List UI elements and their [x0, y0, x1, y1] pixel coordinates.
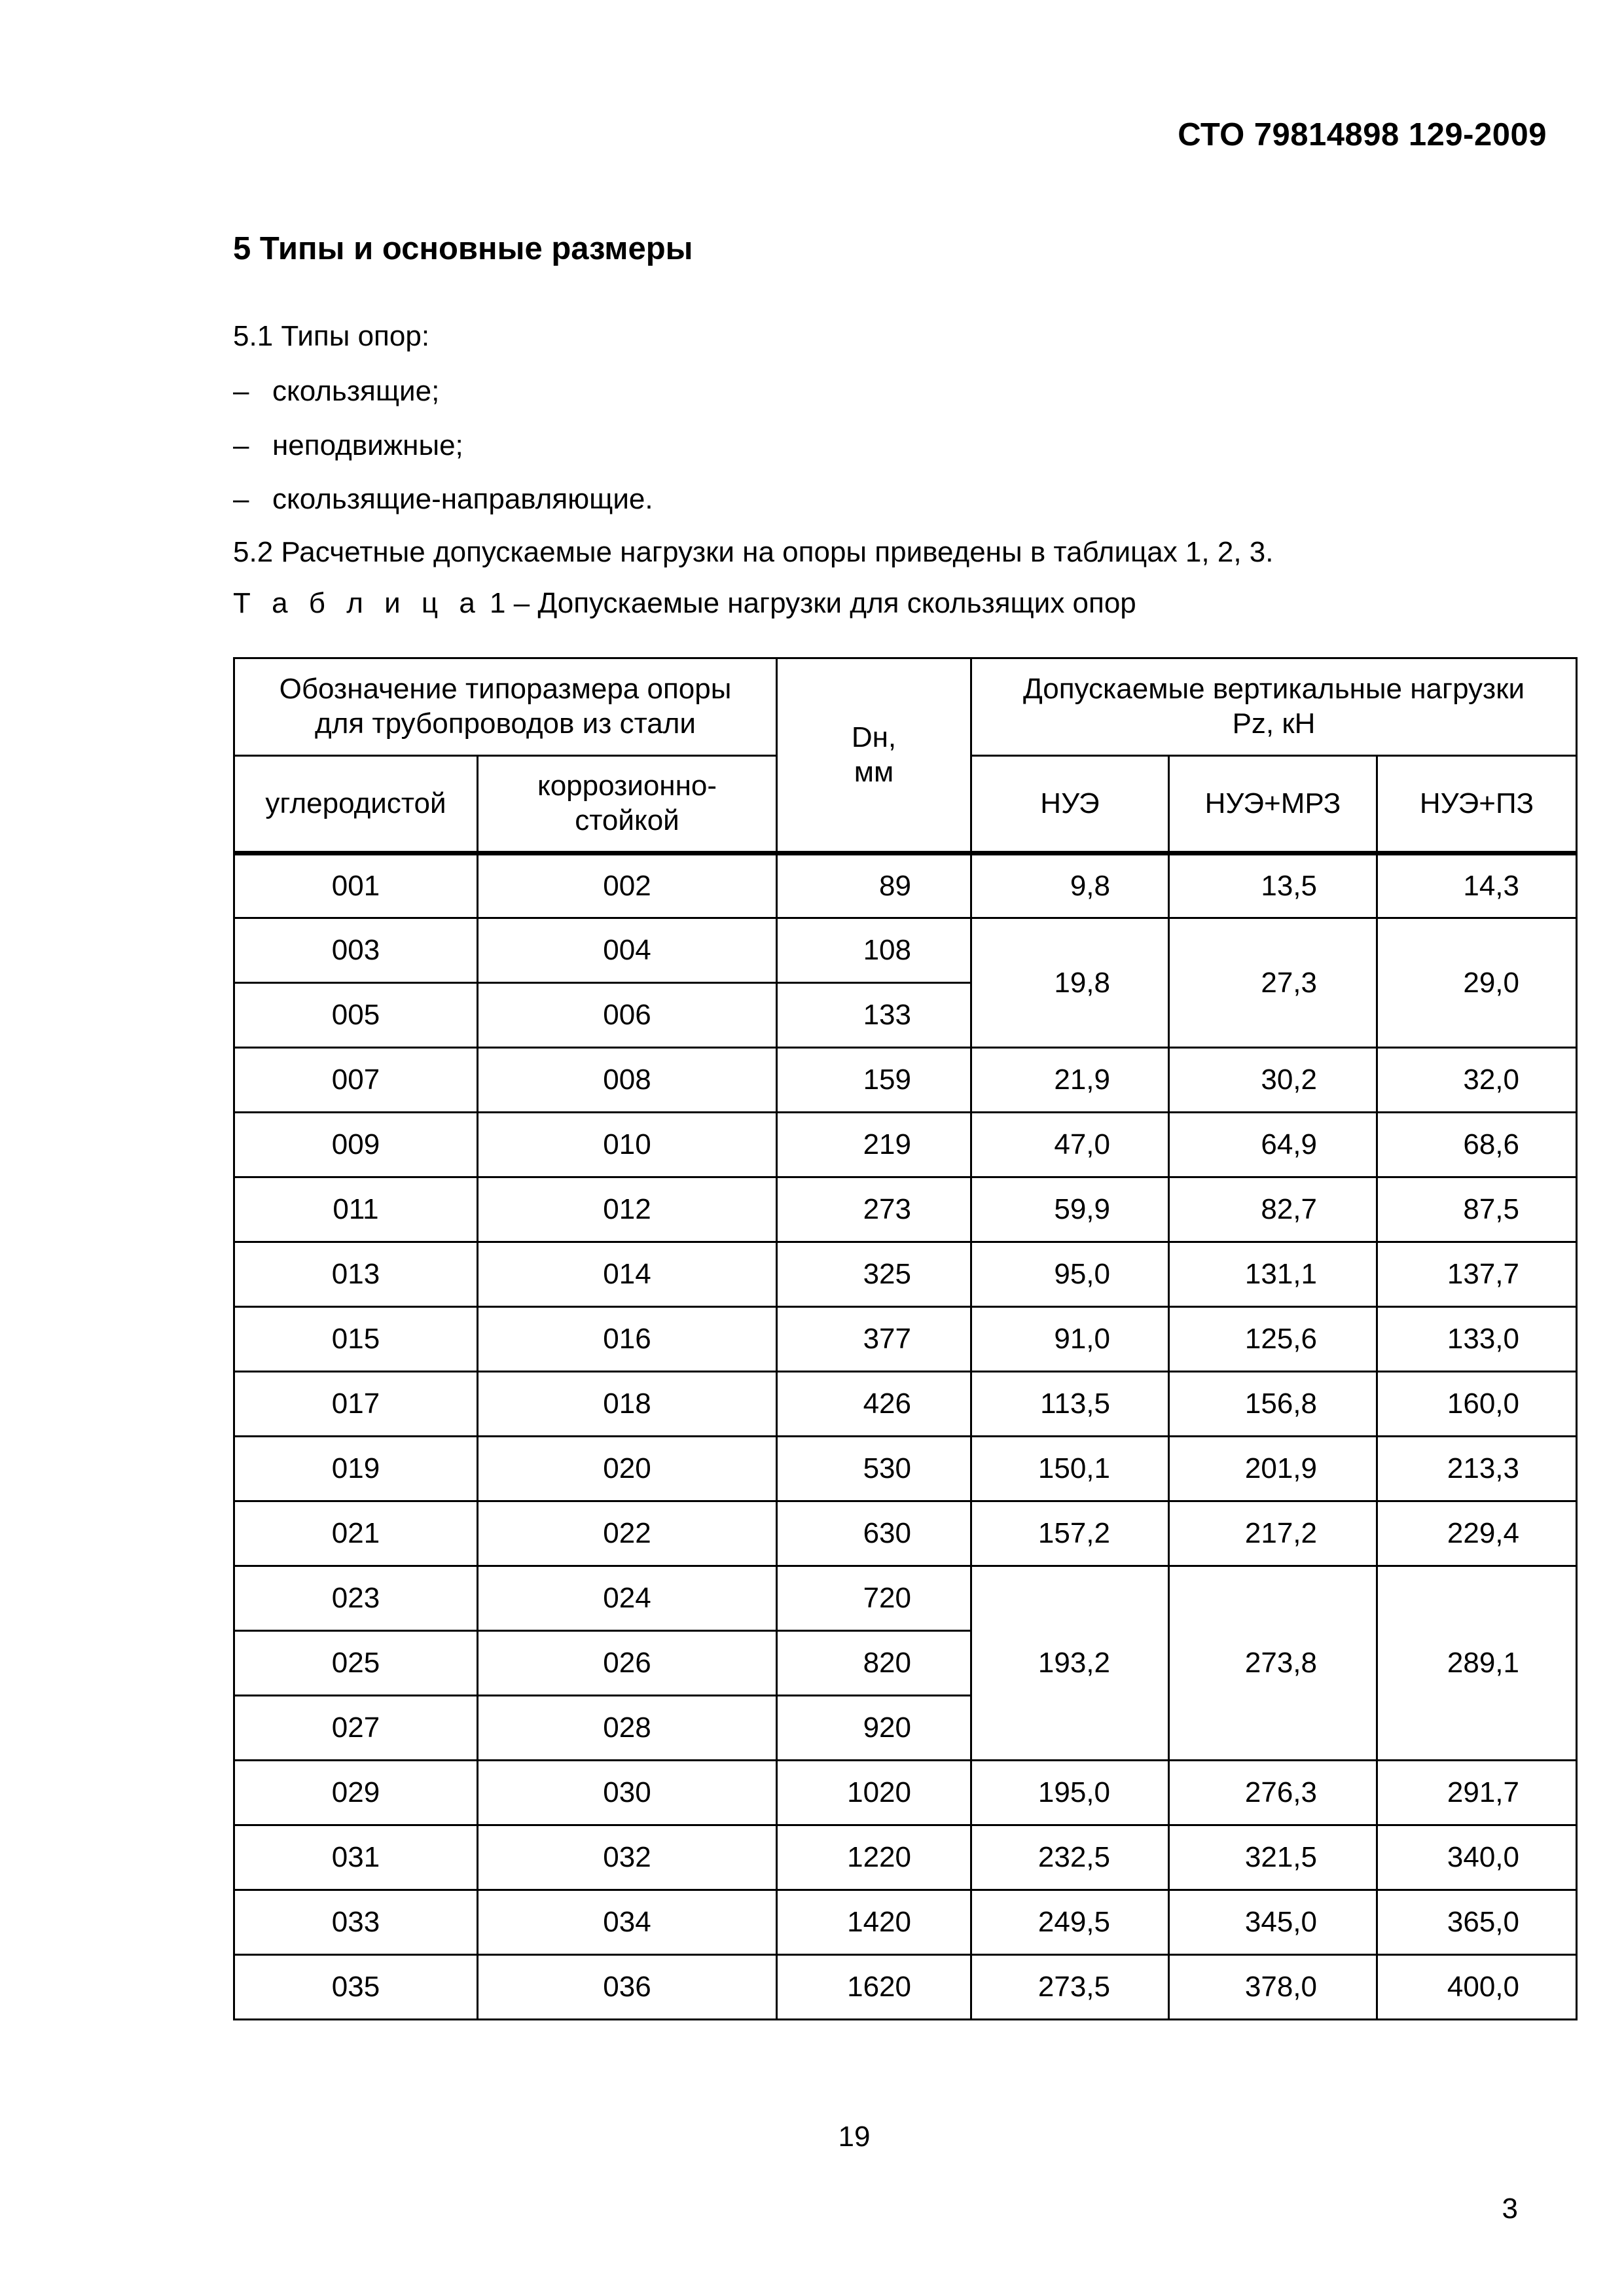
cell-carbon: 005: [234, 983, 478, 1048]
table-row: [234, 1113, 1577, 1177]
cell-carbon: 035: [234, 1955, 478, 2020]
cell-nue: 95,0: [971, 1242, 1169, 1307]
cell-nue: 47,0: [971, 1113, 1169, 1177]
cell-carbon: 011: [234, 1177, 478, 1242]
header-stainless-line2: стойкой: [575, 804, 679, 836]
cell-dn: 1420: [777, 1890, 971, 1955]
paragraph-5-2: 5.2 Расчетные допускаемые нагрузки на опоры приведены в таблицах 1, 2, 3.: [233, 536, 1274, 568]
table-row: [234, 1242, 1577, 1307]
cell-nue-pz: 400,0: [1377, 1955, 1577, 2020]
list-item: [233, 375, 439, 408]
cell-nue: 91,0: [971, 1307, 1169, 1372]
cell-nue: 150,1: [971, 1437, 1169, 1501]
cell-stainless: 020: [478, 1437, 777, 1501]
cell-nue-mrz: 273,8: [1169, 1566, 1377, 1761]
cell-nue-pz: 137,7: [1377, 1242, 1577, 1307]
cell-stainless: 032: [478, 1825, 777, 1890]
cell-dn: 1220: [777, 1825, 971, 1890]
cell-carbon: 001: [234, 853, 478, 918]
header-designation: Обозначение типоразмера опоры для трубопроводов из стали: [234, 658, 777, 756]
cell-nue-pz: 160,0: [1377, 1372, 1577, 1437]
header-stainless-line1: коррозионно-: [537, 770, 717, 802]
loads-table: [233, 657, 1578, 2020]
cell-stainless: 034: [478, 1890, 777, 1955]
table-row: [234, 1307, 1577, 1372]
table-row: [234, 1372, 1577, 1437]
cell-carbon: 007: [234, 1048, 478, 1113]
cell-nue: 195,0: [971, 1761, 1169, 1825]
cell-carbon: 003: [234, 918, 478, 983]
table-caption-text: 1 – Допускаемые нагрузки для скользящих опор: [481, 587, 1136, 619]
cell-dn: 820: [777, 1631, 971, 1696]
header-carbon-steel: углеродистой: [234, 756, 478, 853]
header-loads-unit: Pz, кН: [1232, 708, 1316, 740]
cell-nue-pz: 365,0: [1377, 1890, 1577, 1955]
cell-carbon: 019: [234, 1437, 478, 1501]
cell-nue-mrz: 217,2: [1169, 1501, 1377, 1566]
list-dash: –: [233, 375, 249, 407]
cell-nue-pz: 87,5: [1377, 1177, 1577, 1242]
cell-dn: 219: [777, 1113, 971, 1177]
header-allowable-loads: [971, 658, 1577, 756]
cell-carbon: 033: [234, 1890, 478, 1955]
cell-carbon: 021: [234, 1501, 478, 1566]
header-dn: [777, 658, 971, 853]
cell-nue-pz: 68,6: [1377, 1113, 1577, 1177]
cell-carbon: 013: [234, 1242, 478, 1307]
list-item-text: скользящие-направляющие.: [272, 483, 653, 515]
cell-dn: 273: [777, 1177, 971, 1242]
cell-stainless: 014: [478, 1242, 777, 1307]
list-dash: –: [233, 483, 249, 515]
cell-nue-mrz: 27,3: [1169, 918, 1377, 1048]
cell-stainless: 026: [478, 1631, 777, 1696]
list-item-text: неподвижные;: [272, 429, 463, 461]
header-loads-title: Допускаемые вертикальные нагрузки: [1022, 673, 1525, 706]
list-item: [233, 483, 653, 516]
header-nue: НУЭ: [971, 756, 1169, 853]
cell-nue-mrz: 345,0: [1169, 1890, 1377, 1955]
cell-nue: 9,8: [971, 853, 1169, 918]
table-row: [234, 853, 1577, 918]
table-row: [234, 1825, 1577, 1890]
cell-nue-mrz: 156,8: [1169, 1372, 1377, 1437]
cell-dn: 133: [777, 983, 971, 1048]
cell-carbon: 023: [234, 1566, 478, 1631]
cell-stainless: 008: [478, 1048, 777, 1113]
cell-dn: 1620: [777, 1955, 971, 2020]
cell-stainless: 016: [478, 1307, 777, 1372]
table-caption-prefix: Т а б л и ц а: [233, 587, 482, 619]
table-caption: [233, 589, 1136, 618]
cell-dn: 920: [777, 1696, 971, 1761]
cell-nue-pz: 133,0: [1377, 1307, 1577, 1372]
cell-nue-pz: 229,4: [1377, 1501, 1577, 1566]
cell-nue: 193,2: [971, 1566, 1169, 1761]
cell-dn: 108: [777, 918, 971, 983]
cell-dn: 1020: [777, 1761, 971, 1825]
cell-nue: 273,5: [971, 1955, 1169, 2020]
list-dash: –: [233, 429, 249, 461]
cell-nue-mrz: 30,2: [1169, 1048, 1377, 1113]
page-number-center: 19: [838, 2121, 871, 2153]
document-code: СТО 79814898 129-2009: [1178, 117, 1547, 152]
cell-carbon: 027: [234, 1696, 478, 1761]
cell-carbon: 017: [234, 1372, 478, 1437]
table-row: [234, 1761, 1577, 1825]
cell-dn: 530: [777, 1437, 971, 1501]
cell-nue: 21,9: [971, 1048, 1169, 1113]
cell-stainless: 012: [478, 1177, 777, 1242]
cell-nue-mrz: 276,3: [1169, 1761, 1377, 1825]
cell-stainless: 004: [478, 918, 777, 983]
cell-nue-mrz: 131,1: [1169, 1242, 1377, 1307]
table-row: [234, 918, 1577, 983]
table-row: [234, 1566, 1577, 1631]
section-heading: 5 Типы и основные размеры: [233, 231, 693, 266]
header-nue-pz: НУЭ+ПЗ: [1377, 756, 1577, 853]
cell-dn: 89: [777, 853, 971, 918]
cell-dn: 720: [777, 1566, 971, 1631]
cell-nue-mrz: 125,6: [1169, 1307, 1377, 1372]
cell-nue-pz: 29,0: [1377, 918, 1577, 1048]
cell-nue: 59,9: [971, 1177, 1169, 1242]
page-number-right: 3: [1502, 2193, 1518, 2225]
cell-nue: 113,5: [971, 1372, 1169, 1437]
table-row: [234, 1048, 1577, 1113]
table-row: [234, 1955, 1577, 2020]
header-nue-mrz: НУЭ+МРЗ: [1169, 756, 1377, 853]
list-item: [233, 429, 463, 462]
table-row: [234, 1177, 1577, 1242]
header-dn-label: Dн,: [851, 721, 897, 753]
cell-nue: 157,2: [971, 1501, 1169, 1566]
cell-stainless: 022: [478, 1501, 777, 1566]
cell-nue-pz: 291,7: [1377, 1761, 1577, 1825]
cell-dn: 159: [777, 1048, 971, 1113]
cell-nue-mrz: 64,9: [1169, 1113, 1377, 1177]
paragraph-5-1: 5.1 Типы опор:: [233, 320, 430, 352]
cell-carbon: 015: [234, 1307, 478, 1372]
cell-carbon: 029: [234, 1761, 478, 1825]
cell-nue: 232,5: [971, 1825, 1169, 1890]
list-item-text: скользящие;: [272, 375, 440, 407]
cell-nue: 19,8: [971, 918, 1169, 1048]
cell-nue: 249,5: [971, 1890, 1169, 1955]
cell-stainless: 018: [478, 1372, 777, 1437]
cell-stainless: 028: [478, 1696, 777, 1761]
cell-stainless: 002: [478, 853, 777, 918]
cell-stainless: 006: [478, 983, 777, 1048]
cell-nue-pz: 340,0: [1377, 1825, 1577, 1890]
cell-carbon: 025: [234, 1631, 478, 1696]
cell-stainless: 024: [478, 1566, 777, 1631]
cell-stainless: 010: [478, 1113, 777, 1177]
cell-carbon: 009: [234, 1113, 478, 1177]
cell-nue-mrz: 321,5: [1169, 1825, 1377, 1890]
cell-nue-mrz: 378,0: [1169, 1955, 1377, 2020]
cell-nue-mrz: 82,7: [1169, 1177, 1377, 1242]
table-row: [234, 1437, 1577, 1501]
cell-dn: 377: [777, 1307, 971, 1372]
cell-nue-pz: 32,0: [1377, 1048, 1577, 1113]
cell-nue-pz: 213,3: [1377, 1437, 1577, 1501]
cell-nue-mrz: 13,5: [1169, 853, 1377, 918]
cell-nue-pz: 14,3: [1377, 853, 1577, 918]
cell-stainless: 036: [478, 1955, 777, 2020]
cell-nue-mrz: 201,9: [1169, 1437, 1377, 1501]
table-row: [234, 1501, 1577, 1566]
table-row: [234, 1890, 1577, 1955]
header-dn-unit: мм: [854, 755, 894, 788]
cell-nue-pz: 289,1: [1377, 1566, 1577, 1761]
header-stainless-steel: [478, 756, 777, 853]
cell-carbon: 031: [234, 1825, 478, 1890]
cell-dn: 325: [777, 1242, 971, 1307]
cell-stainless: 030: [478, 1761, 777, 1825]
cell-dn: 630: [777, 1501, 971, 1566]
cell-dn: 426: [777, 1372, 971, 1437]
